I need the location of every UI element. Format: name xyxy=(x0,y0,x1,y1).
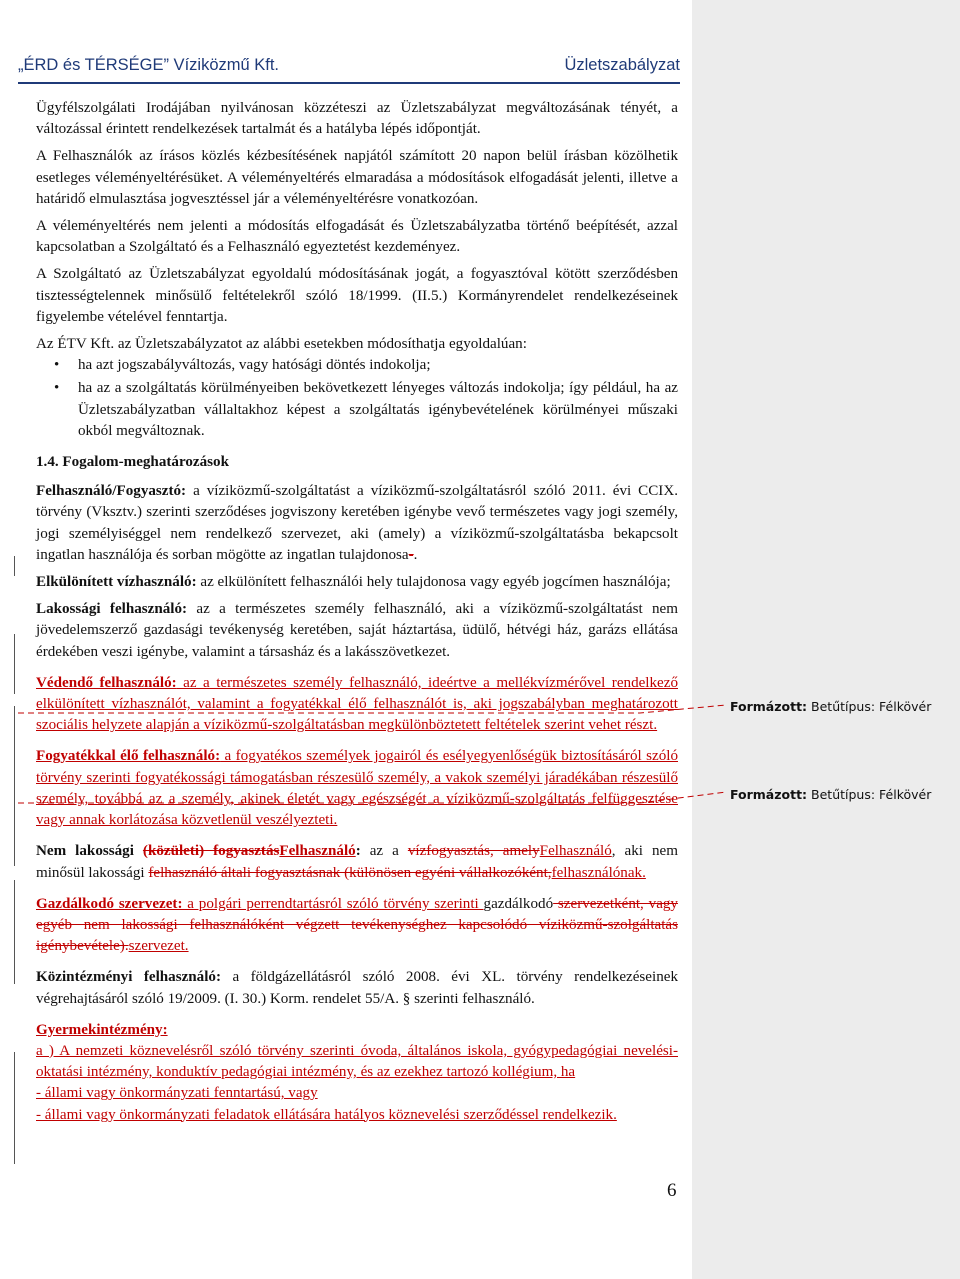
page-number: 6 xyxy=(667,1180,677,1201)
paragraph: A Szolgáltató az Üzletszabályzat egyoldalú módosításának jogát, a fogyasztóval kötött szerződésben tisztességtelennek minősülő feltételekről szóló 18/1999. (II.5.) Kormányrendelet rendelkezéseinek figyelembe vételével fenntartja. xyxy=(36,266,678,325)
definition-line: a ) A nemzeti köznevelésről szóló törvény szerinti óvoda, általános iskola, gyógypedagógiai nevelési-oktatási intézmény, konduktív pedagógiai intézmény, és az ezekhez tartozó kollégium, ha xyxy=(36,1042,678,1081)
inserted-text: Felhasználó xyxy=(539,843,612,860)
paragraph: Ügyfélszolgálati Irodájában nyilvánosan közzéteszi az Üzletszabályzat megváltozásának tényét, a változással érintett rendelkezések tartalmát és a hatályba lépés időpontját. xyxy=(36,100,678,138)
definition-nem-lakossagi: Nem lakossági (közületi) fogyasztásFelhasználó: az a vízfogyasztás, amelyFelhasználó, aki nem minősül lakossági felhasználó általi fogyasztásnak (különösen egyéni vállalkozóként,felhasználónak. xyxy=(36,843,678,881)
inserted-text: felhasználónak. xyxy=(551,864,646,881)
deleted-text: vízfogyasztás, amely xyxy=(407,843,540,860)
comment-text: Betűtípus: Félkövér xyxy=(807,699,932,714)
header-company: „ÉRD és TÉRSÉGE” Víziközmű Kft. xyxy=(18,56,280,74)
list-item: • ha az a szolgáltatás körülményeiben bekövetkezett lényeges változás indokolja; így például, ha az Üzletszabályzatban vállaltakhoz képest a szolgáltatás igénybevételének körülményei műszaki okból megváltoznak. xyxy=(78,378,678,442)
comment-text: Betűtípus: Félkövér xyxy=(807,787,932,802)
inserted-text: az a természetes személy felhasználó, ideértve a mellékvízmérővel rendelkező elkülönített vízhasználót, valamint a fogyatékkal élő felhasználót is, aki jogszabályban meghatározott szociális helyzete alapján a víziközmű-szolgáltatásban megkülönböztetett feltételek szerint vehet részt. xyxy=(36,674,678,734)
inserted-term: Védendő felhasználó: xyxy=(36,674,177,691)
header-title: Üzletszabályzat xyxy=(564,56,680,74)
comment-label: Formázott: xyxy=(730,699,808,714)
paragraph: A véleményeltérés nem jelenti a módosítás elfogadását és Üzletszabályzatba történő beépítését, azzal kapcsolatban a Szolgáltató és a Felhasználó egyeztetést kezdeményez. xyxy=(36,218,678,256)
inserted-term: Gyermekintézmény: xyxy=(36,1021,168,1038)
format-comment-balloon[interactable] xyxy=(730,787,940,802)
definition-lakossagi: Lakossági felhasználó: az a természetes személy felhasználó, aki a víziközmű-szolgáltatást nem jövedelemszerző gazdasági tevékenység keretében, saját háztartása, üdülő, hétvégi ház, garázs ellátása érdekében veszi igénybe, valamint a társasház és a lakásszövetkezet. xyxy=(36,601,678,660)
definition-line: - állami vagy önkormányzati feladatok ellátására hatályos köznevelési szerződéssel rendelkezik. xyxy=(36,1106,617,1123)
definition-kozintezmenyi: Közintézményi felhasználó: a földgázellátásról szóló 2008. évi XL. törvény rendelkezéseinek végrehajtásáról szóló 19/2009. (I. 30.) Korm. rendelet 55/A. § szerinti felhasználó. xyxy=(36,969,678,1007)
inserted-term: Fogyatékkal élő felhasználó: xyxy=(36,748,221,765)
paragraph: A Felhasználók az írásos közlés kézbesítésének napjától számított 20 napon belül írásban közölhetik esetleges véleményeltérésüket. A véleményeltérés elmaradása a módosítások elfogadását jelenti, illetve a határidő elmulasztása jogvesztéssel jár a véleményeltérésre vonatkozóan. xyxy=(36,148,678,207)
paragraph: Az ÉTV Kft. az Üzletszabályzatot az alábbi esetekben módosíthatja egyoldalúan: xyxy=(36,336,527,353)
inserted-text: a polgári perrendtartásról szóló törvény szerinti xyxy=(182,895,484,912)
list-item: • ha azt jogszabályváltozás, vagy hatósági döntés indokolja; xyxy=(78,355,678,376)
format-comment-balloon[interactable] xyxy=(730,699,940,714)
term: Felhasználó/Fogyasztó: xyxy=(36,483,187,500)
comment-label: Formázott: xyxy=(730,787,808,802)
term: Közintézményi felhasználó: xyxy=(36,969,221,986)
definition-elkulonitett: Elkülönített vízhasználó: az elkülönített felhasználói hely tulajdonosa vagy egyéb jogcímen használója; xyxy=(36,574,671,591)
term: Nem lakossági xyxy=(36,843,134,860)
deleted-text: - xyxy=(408,546,414,563)
term: Elkülönített vízhasználó: xyxy=(36,574,197,591)
deleted-text: felhasználó általi fogyasztásnak (különösen egyéni vállalkozóként, xyxy=(148,864,552,881)
inserted-text: a fogyatékos személyek jogairól és esélyegyenlőségük biztosításáról szóló törvény szerinti fogyatékossági támogatásban részesülő személy, a vakok személyi járadékában részesülő személy, továbbá az a személy, akinek életét vagy egészségét a víziközmű-szolgáltatás felfüggesztése vagy annak korlátozása közvetlenül veszélyezteti. xyxy=(36,748,678,829)
definition-gazdalkodo: Gazdálkodó szervezet: a polgári perrendtartásról szóló törvény szerinti gazdálkodó szervezetként, vagy egyéb nem lakossági felhasználóként végzett tevékenységhez kapcsolódó víziközmű-szolgáltatás igénybevétele).szervezet. xyxy=(36,895,678,955)
leader-line xyxy=(18,705,726,713)
inserted-text: Felhasználó xyxy=(279,843,356,860)
definition-line: - állami vagy önkormányzati fenntartású, vagy xyxy=(36,1085,318,1102)
deleted-text: szervezetként, vagy egyéb nem lakossági felhasználóként végzett tevékenységhez kapcsolódó víziközmű-szolgáltatás igénybevétele). xyxy=(36,895,678,955)
inserted-term: Gazdálkodó szervezet: xyxy=(36,895,183,912)
section-heading: 1.4. Fogalom-meghatározások xyxy=(36,454,229,471)
definition-felhasznalo: Felhasználó/Fogyasztó: a víziközmű-szolgáltatást a víziközmű-szolgáltatásról szóló 2011. évi CCIX. törvény (Vksztv.) szerinti szerződéses jogviszony keretében igénybe vevő természetes vagy jogi személy, jogi személyiséggel nem rendelkező szervezet, aki (amely) a víziközmű-szolgáltatásba bekapcsolt ingatlan használója és sorban mögötte az ingatlan tulajdonosa-. xyxy=(36,483,678,563)
deleted-text: (közületi) fogyasztás xyxy=(142,843,280,860)
leader-line xyxy=(18,792,726,803)
inserted-text: szervezet. xyxy=(128,938,189,955)
term: Lakossági felhasználó: xyxy=(36,601,188,618)
